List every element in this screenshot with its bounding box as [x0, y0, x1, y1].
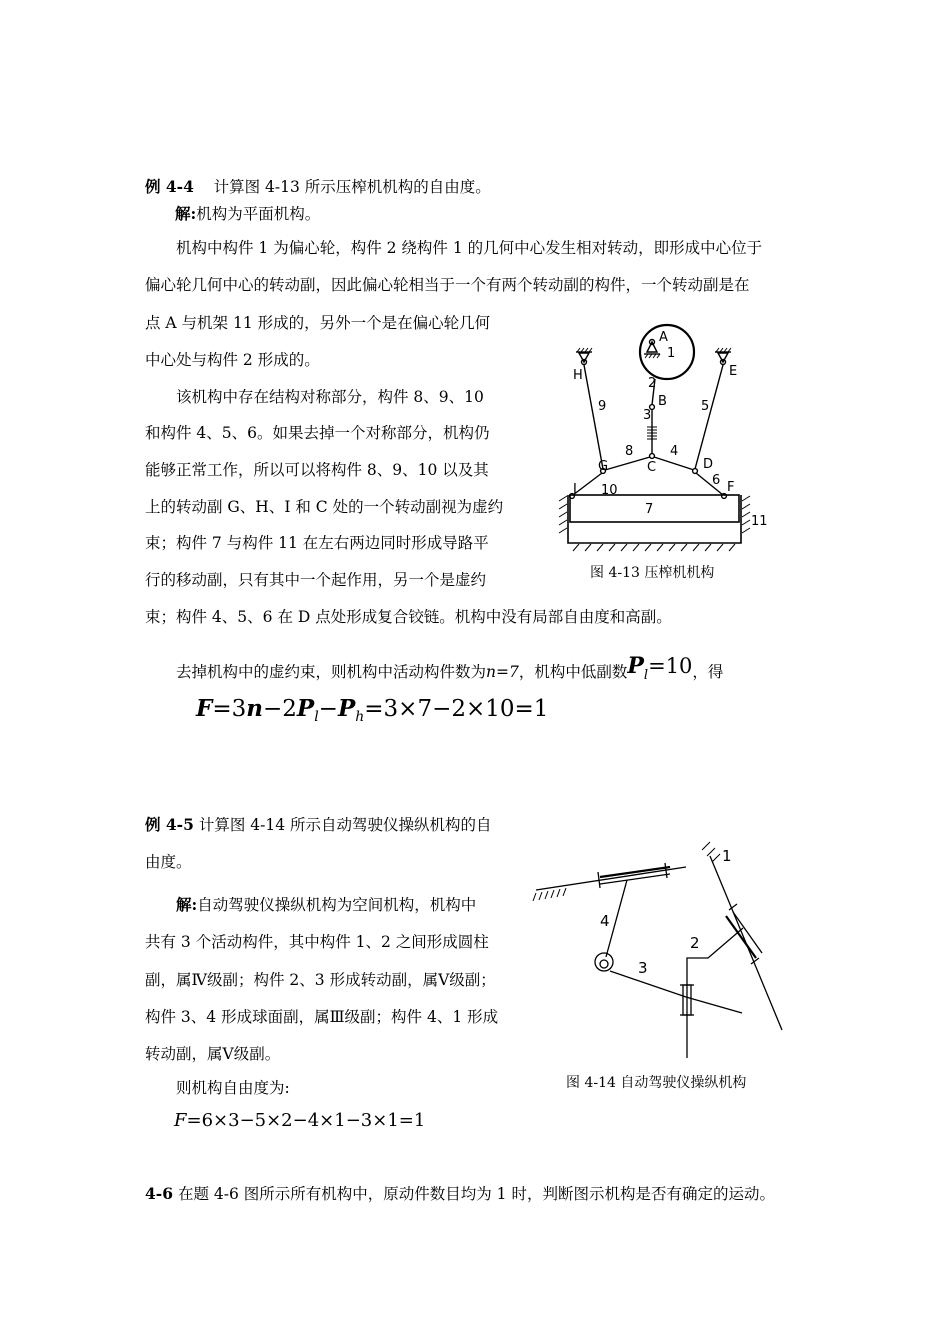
- paragraph-line: 上的转动副 G、H、I 和 C 处的一个转动副视为虚约: [145, 498, 504, 516]
- formula-subscript: h: [355, 709, 365, 725]
- figure-label: 3: [643, 408, 652, 423]
- example-label: 例 4-4: [145, 177, 194, 196]
- example-text: 计算图 4-13 所示压榨机机构的自由度。: [213, 178, 491, 196]
- figure-label: E: [729, 364, 738, 379]
- example-4-5-heading: [145, 815, 492, 835]
- solution-text: 机构为平面机构。: [196, 205, 321, 223]
- link-3: [610, 971, 686, 997]
- solution-line: [175, 204, 320, 224]
- link-3-end: [686, 997, 742, 1013]
- figure-label: G: [598, 459, 609, 474]
- link-10: [573, 473, 602, 495]
- paragraph-line: 点 A 与机架 11 形成的，另外一个是在偏心轮几何: [145, 314, 491, 332]
- paragraph-line: 束；构件 4、5、6 在 D 点处形成复合铰链。机构中没有局部自由度和高副。: [145, 608, 672, 626]
- figure-label: 8: [625, 444, 634, 459]
- solution-line: [176, 895, 476, 915]
- formula-part: =6×3−5×2−4×1−3×1=1: [186, 1110, 426, 1131]
- ball-joint-inner: [600, 960, 608, 968]
- pivot-e-support: [718, 353, 728, 362]
- pivot-h-support: [579, 353, 589, 362]
- paragraph-line: 转动副，属Ⅴ级副。: [145, 1045, 281, 1063]
- figure-4-14-caption: 图 4-14 自动驾驶仪操纵机构: [566, 1075, 747, 1091]
- figure-label: I: [573, 482, 577, 497]
- figure-label: 1: [667, 346, 676, 361]
- figure-label: D: [703, 457, 714, 472]
- math-value: =10: [648, 654, 693, 678]
- paragraph-line: 共有 3 个活动构件，其中构件 1、2 之间形成圆柱: [145, 933, 489, 951]
- figure-label: 1: [722, 847, 732, 865]
- math-p: P: [627, 653, 644, 679]
- formula-part: −: [318, 696, 338, 722]
- figure-label: 10: [601, 483, 618, 498]
- paragraph-line: 副，属Ⅳ级副；构件 2、3 形成转动副，属Ⅴ级副；: [145, 971, 496, 989]
- paragraph-line: 和构件 4、5、6。如果去掉一个对称部分，机构仍: [145, 424, 490, 442]
- paragraph-line: 行的移动副，只有其中一个起作用，另一个是虚约: [145, 571, 487, 589]
- paragraph-line: 构件 3、4 形成球面副，属Ⅲ级副；构件 4、1 形成: [145, 1008, 499, 1026]
- paragraph-line: 机构中构件 1 为偏心轮，构件 2 绕构件 1 的几何中心发生相对转动，即形成中心位于: [176, 239, 763, 257]
- figure-label: 11: [751, 514, 768, 529]
- paragraph-line: 束；构件 7 与构件 11 在左右两边同时形成导路平: [145, 534, 489, 552]
- figure-label: 4: [600, 912, 610, 930]
- formula-symbol: P: [296, 695, 315, 722]
- formula-4-5: [174, 1110, 425, 1131]
- figure-label: C: [647, 460, 657, 475]
- pivot-a-support: [647, 342, 657, 352]
- paragraph-line: 能够正常工作，所以可以将构件 8、9、10 以及其: [145, 461, 489, 479]
- formula-symbol: F: [196, 695, 213, 722]
- figure-label: 2: [648, 376, 657, 391]
- solution-text: 自动驾驶仪操纵机构为空间机构，机构中: [197, 896, 477, 914]
- figure-label: 9: [598, 399, 607, 414]
- formula-symbol: n: [246, 695, 263, 722]
- paragraph-line: 则机构自由度为:: [176, 1079, 290, 1097]
- figure-4-14-autopilot-mechanism: [530, 840, 790, 1065]
- paragraph-line: 由度。: [145, 853, 192, 871]
- figure-label: 2: [690, 934, 700, 952]
- slider-7: [570, 495, 739, 522]
- problem-label: 4-6: [145, 1184, 174, 1203]
- figure-label: A: [659, 330, 668, 345]
- paragraph-line: 中心处与构件 2 形成的。: [145, 351, 320, 369]
- math-n: n=7: [486, 663, 519, 681]
- link-5: [695, 365, 723, 469]
- text-span: ，得: [692, 663, 724, 681]
- figure-label: B: [658, 394, 667, 409]
- math-sub: l: [643, 668, 649, 683]
- problem-4-6: [145, 1184, 775, 1204]
- text-span: ，机构中低副数: [518, 663, 628, 681]
- figure-label: 6: [712, 473, 721, 488]
- text-span: 去掉机构中的虚约束，则机构中活动构件数为: [176, 663, 487, 681]
- figure-label: 7: [645, 502, 654, 517]
- solution-label: 解:: [176, 895, 198, 914]
- frame-11: [568, 495, 741, 543]
- paragraph-line-constraints: [176, 653, 724, 684]
- link-9: [584, 365, 603, 469]
- formula-symbol: F: [174, 1110, 187, 1131]
- solution-label: 解:: [175, 204, 197, 223]
- formula-4-4: [196, 695, 549, 725]
- figure-label: F: [727, 480, 735, 495]
- frame-line: [536, 867, 686, 890]
- formula-subscript: l: [314, 709, 319, 725]
- example-label: 例 4-5: [145, 815, 194, 834]
- formula-part: =3×7−2×10=1: [364, 696, 549, 722]
- paragraph-line: 该机构中存在结构对称部分，构件 8、9、10: [176, 388, 484, 406]
- figure-label: 3: [638, 959, 648, 977]
- formula-symbol: P: [337, 695, 356, 722]
- formula-part: −2: [262, 696, 297, 722]
- paragraph-line: 偏心轮几何中心的转动副，因此偏心轮相当于一个有两个转动副的构件，一个转动副是在: [145, 276, 750, 294]
- joint-c: [650, 454, 655, 459]
- figure-4-13-press-mechanism: [555, 315, 785, 555]
- problem-text: 在题 4-6 图所示所有机构中，原动件数目均为 1 时，判断图示机构是否有确定的运动。: [173, 1185, 775, 1203]
- figure-label: 4: [670, 444, 679, 459]
- formula-part: =3: [212, 696, 247, 722]
- example-text: 计算图 4-14 所示自动驾驶仪操纵机构的自: [193, 816, 492, 834]
- figure-4-13-caption: 图 4-13 压榨机机构: [590, 565, 715, 581]
- figure-label: H: [573, 368, 583, 383]
- figure-label: 5: [701, 399, 710, 414]
- example-4-4-heading: [145, 177, 491, 197]
